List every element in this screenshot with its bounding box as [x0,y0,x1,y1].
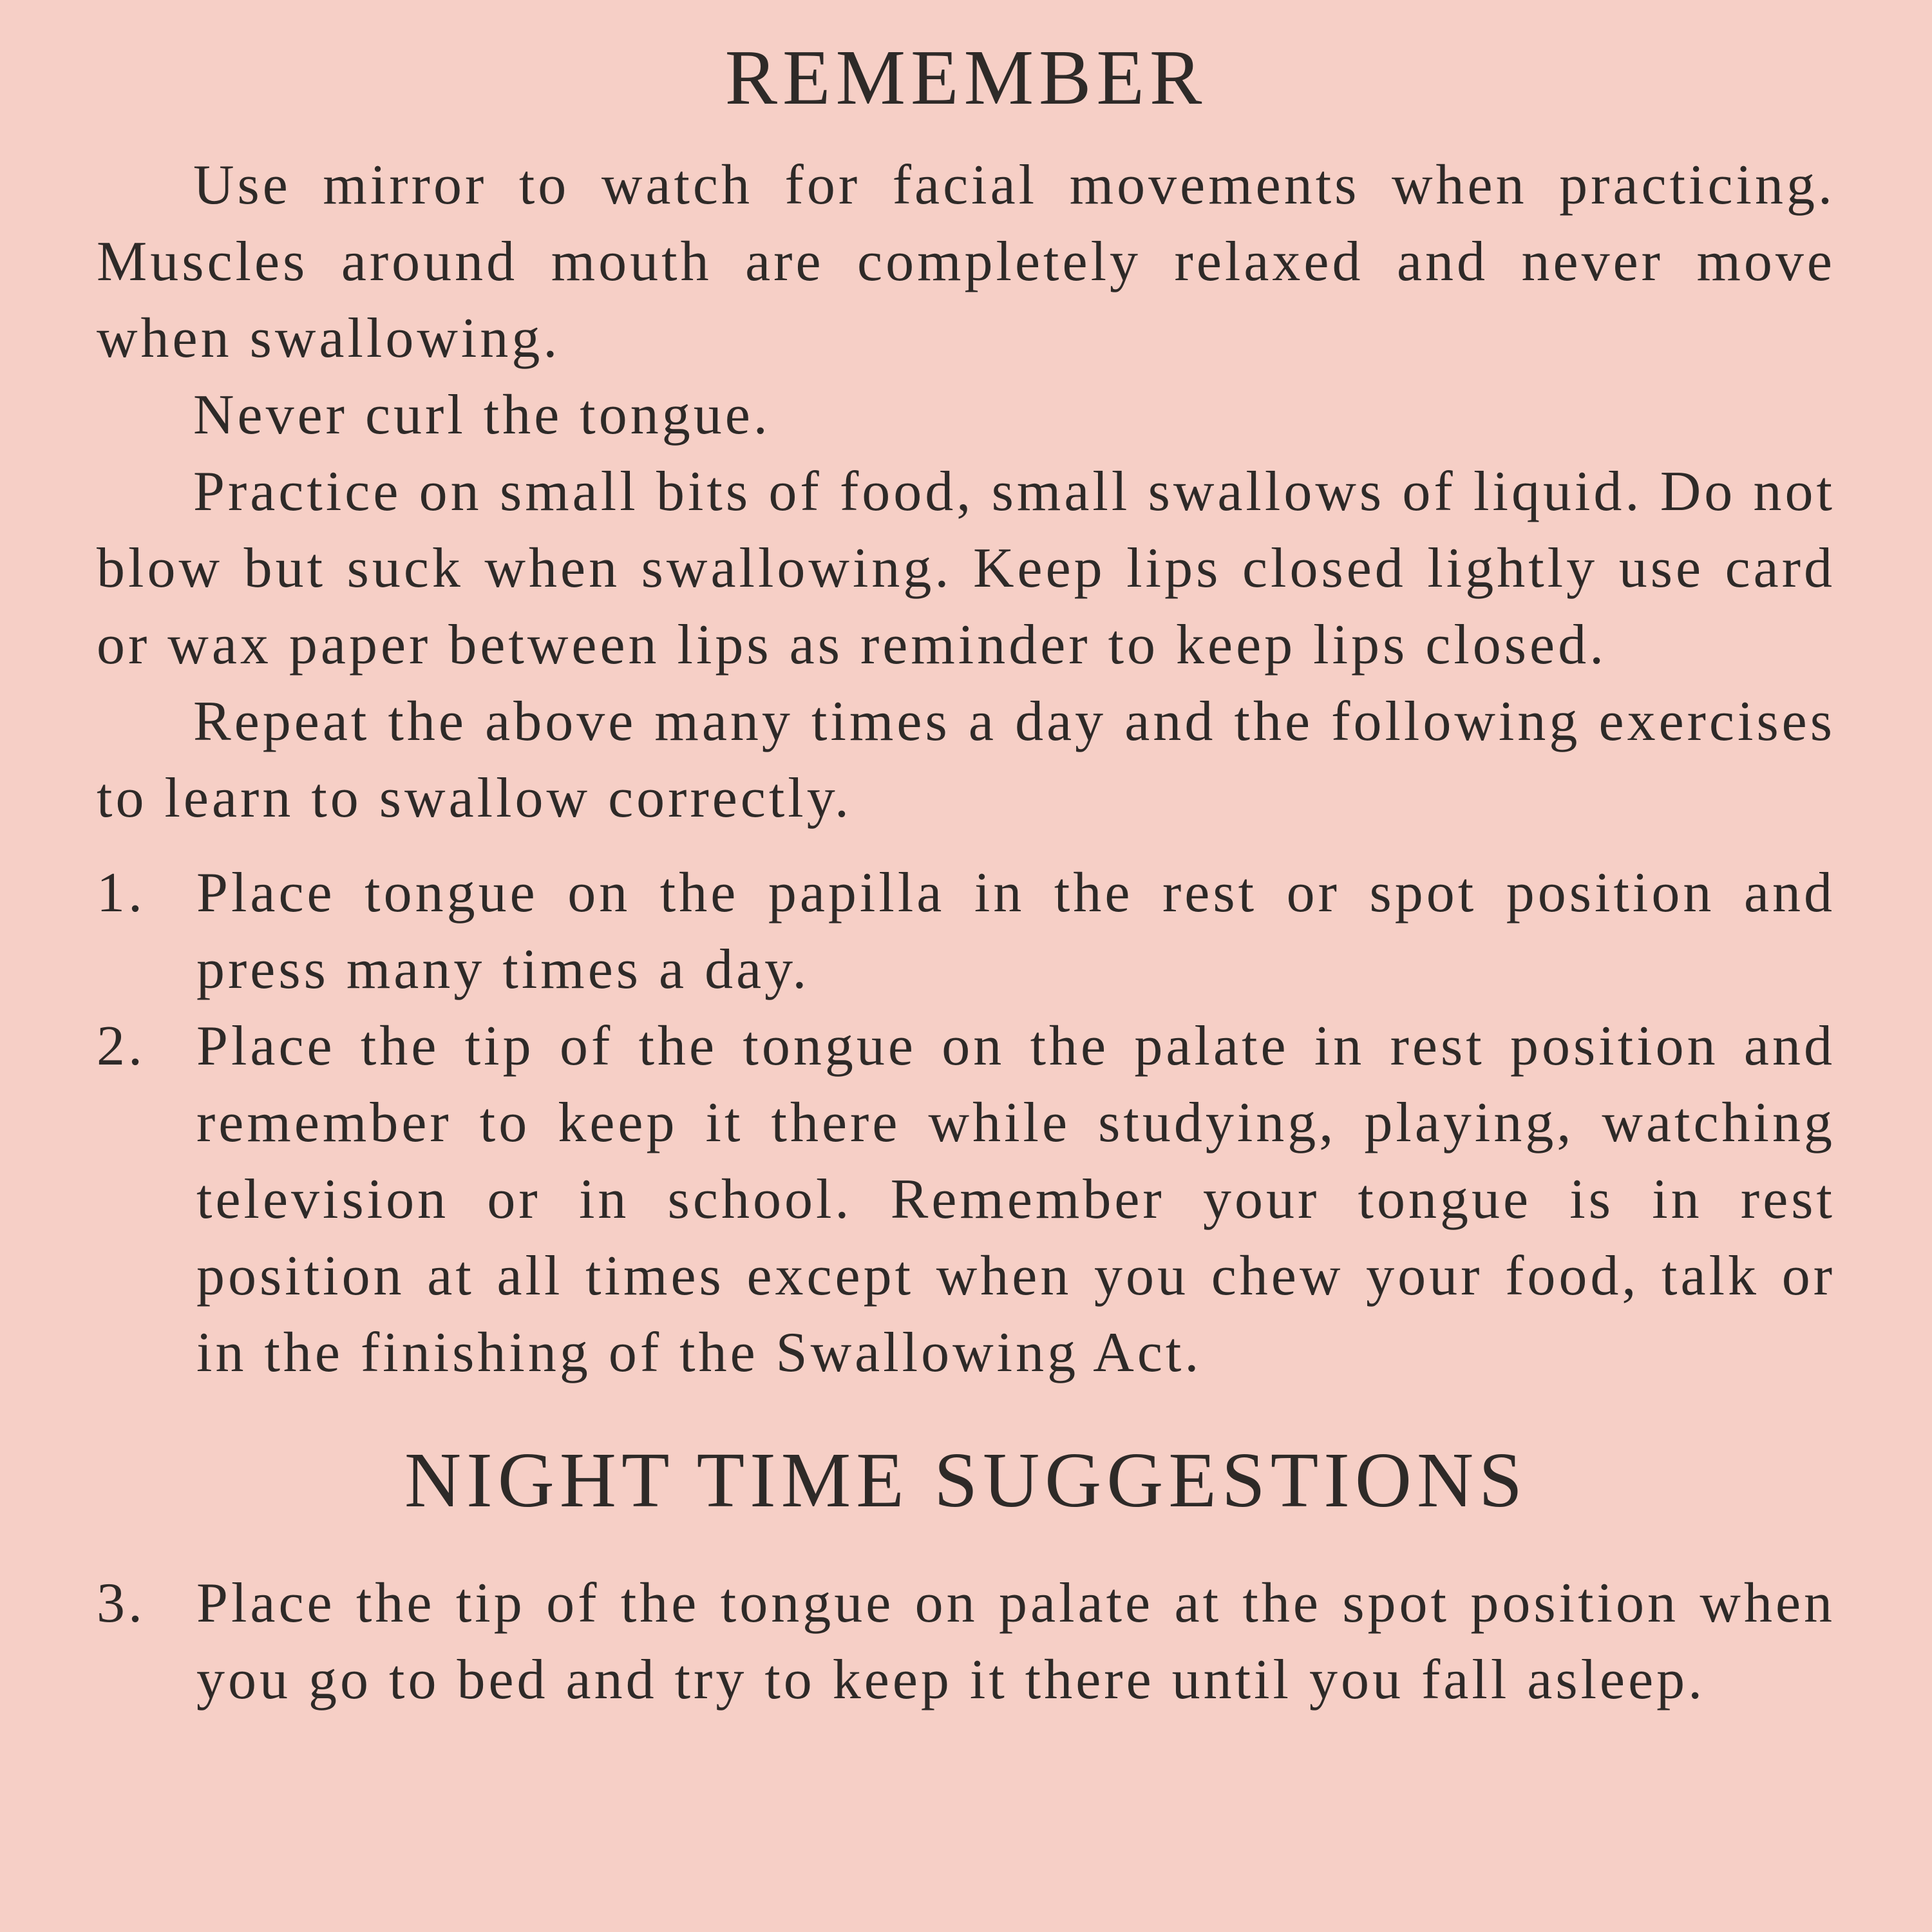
paragraph-repeat: Repeat the above many times a day and the following exercises to learn to swallow correctly. [97,690,1835,829]
exercise-number: 1. [97,862,146,924]
paragraph-mirror: Use mirror to watch for facial movements when practicing. Muscles around mouth are completely relaxed and never move when swallowing. [97,154,1835,370]
exercise-text: Place the tip of the tongue on palate at the spot position when you go to bed and try to keep it there until you fall asleep. [196,1572,1835,1711]
exercise-list [97,855,1835,1391]
exercise-item-3 [97,1565,1835,1718]
remember-heading: REMEMBER [724,34,1208,121]
paragraph-practice: Practice on small bits of food, small swallows of liquid. Do not blow but suck when swallowing. Keep lips closed lightly use card or wax paper between lips as reminder to keep lips closed. [97,460,1835,676]
exercise-number: 2. [97,1015,146,1077]
exercise-item-1 [97,855,1835,1008]
exercise-number: 3. [97,1572,146,1634]
night-exercise-list [97,1565,1835,1718]
exercise-text: Place tongue on the papilla in the rest or spot position and press many times a day. [196,862,1835,1001]
exercise-text: Place the tip of the tongue on the palate in rest position and remember to keep it there while studying, playing, watching television or in school. Remember your tongue is in rest position at all times except when you chew your food, talk or in the finishing of the Swallowing Act. [196,1015,1835,1384]
exercise-item-2 [97,1008,1835,1391]
paragraph-never-curl: Never curl the tongue. [193,384,771,446]
night-time-heading: NIGHT TIME SUGGESTIONS [404,1437,1528,1524]
